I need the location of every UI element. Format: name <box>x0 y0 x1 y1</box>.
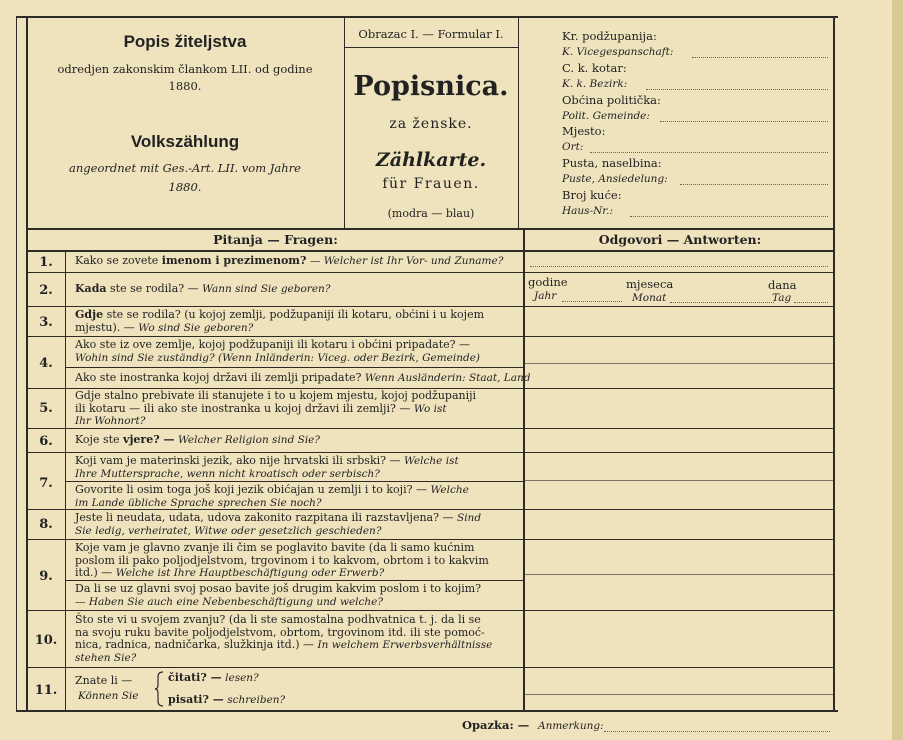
q7-german-3: Welche <box>430 484 469 496</box>
field-county-de: K. Vicegespanschaft: <box>562 46 674 58</box>
q1-german: — Welcher ist Ihr Vor- und Zuname? <box>309 255 504 267</box>
row-rule <box>66 580 523 581</box>
row-rule <box>26 452 835 453</box>
answer-subrule <box>525 480 833 481</box>
question-number: 3. <box>39 315 53 330</box>
q1-text: Kako se zovete <box>75 254 159 267</box>
form-number: Obrazac I. — Formular I. <box>358 27 504 41</box>
q10-text-3: nica, radnica, nadničarka, služkinja itd.) — <box>75 638 315 651</box>
census-year-hr: 1880. <box>168 79 202 93</box>
q6-bold: vjere? — <box>123 433 175 446</box>
row-rule <box>66 481 523 482</box>
q2-bold: Kada <box>75 282 107 295</box>
field-house-de: Haus-Nr.: <box>562 205 614 217</box>
question-number: 5. <box>39 401 53 416</box>
form-title: Popisnica. <box>353 71 509 102</box>
question-7b <box>75 484 469 509</box>
q11-write <box>168 694 285 706</box>
answer-subrule <box>525 694 833 695</box>
field-district-hr: C. k. kotar: <box>562 61 627 75</box>
q8-german: Sind <box>457 512 482 524</box>
q3-german: Wo sind Sie geboren? <box>138 321 254 334</box>
center-form-rule <box>344 47 518 48</box>
birth-year-input[interactable] <box>562 301 622 302</box>
q10-german: In welchem Erwerbsverhältnisse <box>317 639 493 651</box>
question-4 <box>75 339 480 364</box>
q11-read-de: lesen? <box>225 672 259 684</box>
q3-text: ste se rodila? (u kojoj zemlji, podžupaniji ili kotaru, obćini i u kojem <box>106 308 485 321</box>
questions-column-header: Pitanja — Fragen: <box>213 232 338 247</box>
header-bottom-line <box>26 228 835 230</box>
row-rule <box>66 367 523 368</box>
census-title-de: Volkszählung <box>130 132 240 151</box>
q9-german-2: — Haben Sie auch eine Nebenbeschäftigung und welche? <box>75 595 384 608</box>
field-place-de: Ort: <box>562 141 584 153</box>
question-number: 9. <box>39 569 53 584</box>
q4-german: Wohin sind Sie zuständig? (Wenn Inländerin: Viceg. oder Bezirk, Gemeinde) <box>75 351 480 364</box>
for-women-de: für Frauen. <box>382 176 480 192</box>
birth-month-label-de: Monat <box>632 292 667 304</box>
row-rule <box>26 272 835 273</box>
answer-subrule <box>525 574 833 575</box>
field-settlement-hr: Pusta, naselbina: <box>562 156 662 170</box>
frame-bottom <box>16 710 838 712</box>
q11-read <box>168 672 259 684</box>
row-rule <box>26 509 835 510</box>
question-number: 2. <box>39 283 53 298</box>
field-municipality-de: Polit. Gemeinde: <box>562 110 650 122</box>
remarks-input[interactable] <box>604 731 830 732</box>
q5-text: Gdje stalno prebivate ili stanujete i to u kojem mjestu, kojoj podžupaniji <box>75 389 477 402</box>
q2-german: Wann sind Sie geboren? <box>202 283 331 295</box>
question-9b <box>75 583 481 608</box>
row-rule <box>26 336 835 337</box>
q8-text: Jeste li neudata, udata, udova zakonito razpitana ili razstavljena? — <box>75 511 454 524</box>
q4-text-2: Ako ste inostranka kojoj državi ili zemlji pripadate? <box>75 371 362 384</box>
for-women-hr: za ženske. <box>389 116 473 132</box>
q2-text: ste se rodila? — <box>110 282 199 295</box>
row-rule <box>26 306 835 307</box>
question-number: 6. <box>39 434 53 449</box>
q8-german-2: Sie ledig, verheiratet, Witwe oder gesetzlich geschieden? <box>75 524 382 537</box>
q9-text-3: itd.) — <box>75 566 113 579</box>
birth-month-label: mjeseca <box>626 277 674 291</box>
row-rule <box>26 428 835 429</box>
field-place-hr: Mjesto: <box>562 124 606 138</box>
field-municipality-hr: Obćina politička: <box>562 93 661 107</box>
q11-prefix-de: Können Sie <box>78 690 139 702</box>
question-number: 8. <box>39 517 53 532</box>
census-subtitle-de: angeordnet mit Ges.-Art. LII. vom Jahre <box>69 161 301 175</box>
question-number: 1. <box>39 255 53 270</box>
question-8 <box>75 512 481 537</box>
field-county-input[interactable] <box>692 57 828 58</box>
q10-german-2: stehen Sie? <box>75 651 137 664</box>
q5-german: Wo ist <box>413 402 447 415</box>
q10-text: Što ste vi u svojem zvanju? (da li ste samostalna podhvatnica t. j. da li se <box>75 613 481 626</box>
q11-write-de: schreiben? <box>227 694 286 706</box>
q7-german-2: Ihre Muttersprache, wenn nicht kroatisch oder serbisch? <box>75 467 380 480</box>
field-house-input[interactable] <box>630 216 828 217</box>
birth-year-label-de: Jahr <box>534 290 557 302</box>
q1-bold: imenom i prezimenom? <box>161 254 307 267</box>
q4-german-2: Wenn Ausländerin: Staat, Land <box>364 372 531 384</box>
q7-german-4: im Lande übliche Sprache sprechen Sie noch? <box>75 496 322 509</box>
field-district-de: K. k. Bezirk: <box>562 78 628 90</box>
question-6 <box>75 434 320 447</box>
answers-column-header: Odgovori — Antworten: <box>598 232 762 247</box>
question-number: 4. <box>39 356 53 371</box>
birth-day-label: dana <box>768 278 797 292</box>
q9-text: Koje vam je glavno zvanje ili čim se poglavito bavite (da li samo kućnim <box>75 541 475 554</box>
row-rule <box>26 250 835 252</box>
q9-german: Welche ist Ihre Hauptbeschäftigung oder Erwerb? <box>115 567 385 579</box>
remarks-label: Opazka: — <box>462 718 530 732</box>
field-municipality-input[interactable] <box>660 121 828 122</box>
birth-month-input[interactable] <box>670 302 774 303</box>
field-county-hr: Kr. podžupanija: <box>562 29 657 43</box>
question-1 <box>75 255 503 268</box>
q11-prefix: Znate li — <box>75 674 133 687</box>
table-divider-number <box>65 250 66 710</box>
frame-top <box>16 16 838 18</box>
frame-right <box>833 18 835 710</box>
question-10 <box>75 614 492 664</box>
birth-day-label-de: Tag <box>772 292 792 304</box>
q11-read-label: čitati? — <box>168 671 222 684</box>
field-settlement-input[interactable] <box>680 184 828 185</box>
row-rule <box>26 667 835 668</box>
frame-left <box>26 18 28 710</box>
q11-write-label: pisati? — <box>168 693 224 706</box>
field-district-input[interactable] <box>646 89 828 90</box>
census-title-hr: Popis žiteljstva <box>123 32 247 51</box>
q10-text-2: na svoju ruku bavite poljodjelstvom, obrtom, trgovinom itd. ili ste pomoć- <box>75 625 485 639</box>
question-7 <box>75 455 459 480</box>
q5-german-2: Ihr Wohnort? <box>75 415 146 427</box>
q3-text-2: mjestu). — <box>75 320 135 334</box>
row-rule <box>26 610 835 611</box>
q6-german: Welcher Religion sind Sie? <box>178 434 321 446</box>
left-margin-line <box>16 16 17 712</box>
page-edge <box>892 0 903 740</box>
question-9 <box>75 542 489 580</box>
q9-text-4: Da li se uz glavni svoj posao bavite još drugim kakvim poslom i to kojim? <box>75 582 482 595</box>
q9-text-2: poslom ili pako poljodjelstvom, trgovinom i to kakvom, obrtom i to kakvim <box>75 553 489 567</box>
question-number: 10. <box>34 633 58 648</box>
q7-text-2: Govorite li osim toga još koji jezik obićajan u zemlji i to koji? — <box>75 483 427 496</box>
question-number: 7. <box>39 476 53 491</box>
q3-bold: Gdje <box>75 308 104 321</box>
answer-1-field[interactable] <box>530 266 828 267</box>
field-place-input[interactable] <box>590 152 828 153</box>
field-house-hr: Broj kuće: <box>562 188 622 202</box>
header-divider-right <box>518 18 519 228</box>
question-3 <box>75 309 484 334</box>
answer-subrule <box>525 363 833 364</box>
q4-text: Ako ste iz ove zemlje, kojoj podžupaniji ili kotaru i obćini pripadate? — <box>75 338 471 351</box>
q7-german: Welche ist <box>404 455 459 467</box>
question-5 <box>75 390 476 428</box>
question-number: 11. <box>34 683 58 698</box>
question-4b <box>75 372 531 385</box>
q7-text: Koji vam je materinski jezik, ako nije hrvatski ili srbski? — <box>75 454 401 467</box>
q5-text-2: ili kotaru — ili ako ste inostranka u kojoj državi ili zemlji? — <box>75 401 411 415</box>
brace-icon <box>155 671 165 707</box>
table-divider-main <box>523 228 525 710</box>
birth-day-input[interactable] <box>794 302 828 303</box>
remarks-label-de: Anmerkung: <box>538 720 604 732</box>
q6-text: Koje ste <box>75 433 120 446</box>
form-title-de: Zählkarte. <box>375 149 487 171</box>
form-color: (modra — blau) <box>387 207 475 220</box>
census-year-de: 1880. <box>168 180 202 194</box>
question-2 <box>75 283 330 296</box>
census-subtitle-hr: odredjen zakonskim člankom LII. od godine <box>57 62 313 76</box>
birth-year-label: godine <box>528 275 568 289</box>
field-settlement-de: Puste, Ansiedelung: <box>562 173 668 185</box>
row-rule <box>26 539 835 540</box>
